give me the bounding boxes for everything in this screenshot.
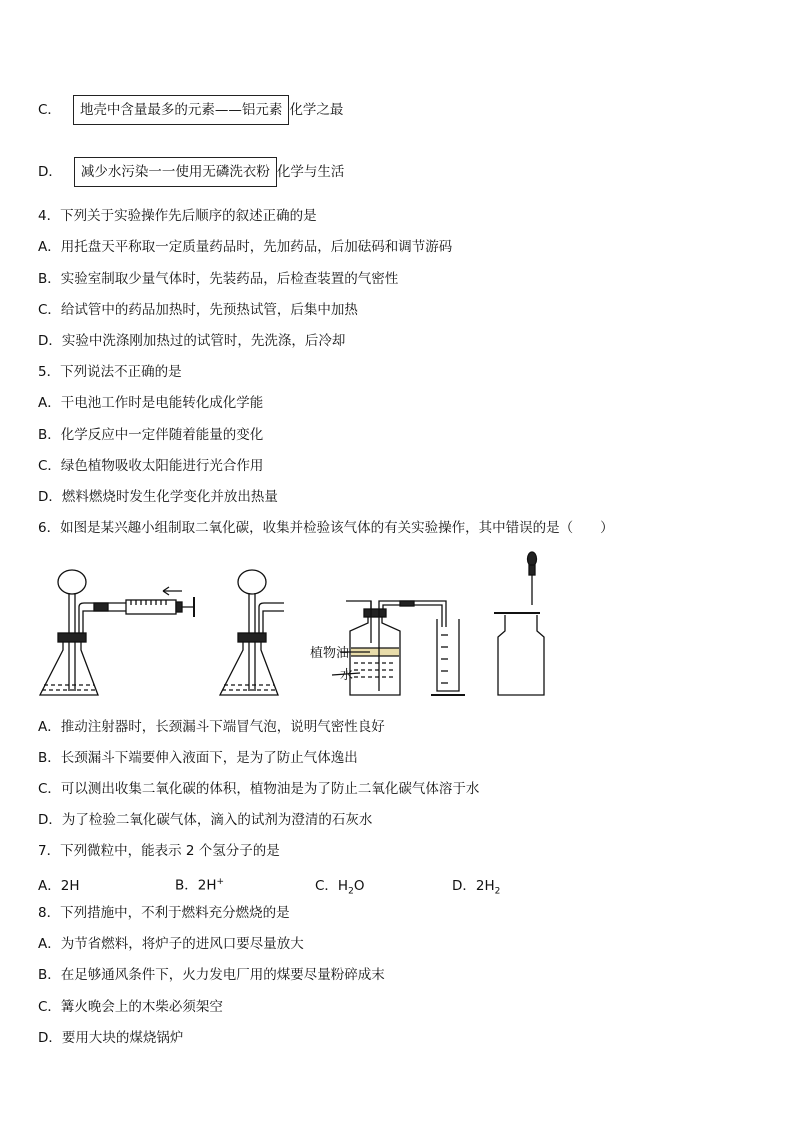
q7-option-a [38, 876, 175, 896]
q8-option-a: A．为节省燃料，将炉子的进风口要尽量放大 [38, 936, 304, 952]
q5-option-d: D．燃料燃烧时发生化学变化并放出热量 [38, 489, 278, 505]
q6-option-d: D．为了检验二氧化碳气体，滴入的试剂为澄清的石灰水 [38, 812, 373, 828]
label-vegetable-oil: 植物油 [310, 646, 350, 661]
q7-option-b-sup: + [216, 877, 225, 887]
q7-option-d-text: D．2H [452, 877, 495, 894]
q3-option-d-tail: 化学与生活 [276, 164, 345, 180]
q3-option-d-box: 减少水污染一一使用无磷洗衣粉 [74, 157, 277, 187]
q7-option-c-sub: 2 [348, 886, 354, 897]
q5-stem: 5．下列说法不正确的是 [38, 364, 182, 380]
q7-option-b [175, 872, 315, 896]
q3-option-d [38, 157, 344, 187]
q6-option-b: B．长颈漏斗下端要伸入液面下，是为了防止气体逸出 [38, 750, 358, 766]
q4-option-b: B．实验室制取少量气体时，先装药品，后检查装置的气密性 [38, 271, 399, 287]
q7-option-d [452, 876, 500, 902]
q4-stem: 4．下列关于实验操作先后顺序的叙述正确的是 [38, 208, 317, 224]
q7-option-a-text: A．2H [38, 877, 80, 894]
q3-option-c-letter: C． [38, 102, 61, 118]
q4-option-a: A．用托盘天平称取一定质量药品时，先加药品，后加砝码和调节游码 [38, 239, 453, 255]
q7-option-c [315, 876, 452, 902]
q5-option-b: B．化学反应中一定伴随着能量的变化 [38, 427, 264, 443]
q3-option-c-box: 地壳中含量最多的元素——铝元素 [73, 95, 290, 125]
q8-option-d: D．要用大块的煤烧锅炉 [38, 1030, 184, 1046]
q6-option-a: A．推动注射器时，长颈漏斗下端冒气泡，说明气密性良好 [38, 719, 385, 735]
q6-stem: 6．如图是某兴趣小组制取二氧化碳，收集并检验该气体的有关实验操作，其中错误的是（ ） [38, 520, 614, 536]
dropper-and-bottle-illustration [494, 552, 544, 695]
q8-option-c: C．篝火晚会上的木柴必须架空 [38, 999, 223, 1015]
q6-option-c: C．可以测出收集二氧化碳的体积，植物油是为了防止二氧化碳气体溶于水 [38, 781, 480, 797]
q7-option-c-text: C．H [315, 877, 349, 894]
q3-option-c-tail: 化学之最 [289, 102, 344, 118]
q8-stem: 8．下列措施中，不利于燃料充分燃烧的是 [38, 905, 290, 921]
flask-with-syringe-illustration [40, 570, 194, 695]
q5-option-a: A．干电池工作时是电能转化成化学能 [38, 395, 264, 411]
q7-option-c-suffix: O [353, 877, 365, 894]
q7-stem: 7．下列微粒中，能表示 2 个氢分子的是 [38, 843, 280, 859]
q3-option-d-letter: D． [38, 164, 62, 180]
q4-option-d: D．实验中洗涤刚加热过的试管时，先洗涤，后冷却 [38, 333, 346, 349]
q7-option-d-sub: 2 [494, 886, 501, 897]
label-water: 水 [340, 668, 354, 683]
q7-options [38, 872, 500, 901]
q6-apparatus-figure [0, 545, 794, 705]
q3-option-c [38, 95, 343, 125]
q7-option-b-text: B．2H [175, 877, 217, 894]
q5-option-c: C．绿色植物吸收太阳能进行光合作用 [38, 458, 264, 474]
flask-with-funnel-illustration [220, 570, 284, 695]
q8-option-b: B．在足够通风条件下，火力发电厂用的煤要尽量粉碎成末 [38, 967, 385, 983]
q4-option-c: C．给试管中的药品加热时，先预热试管，后集中加热 [38, 302, 358, 318]
